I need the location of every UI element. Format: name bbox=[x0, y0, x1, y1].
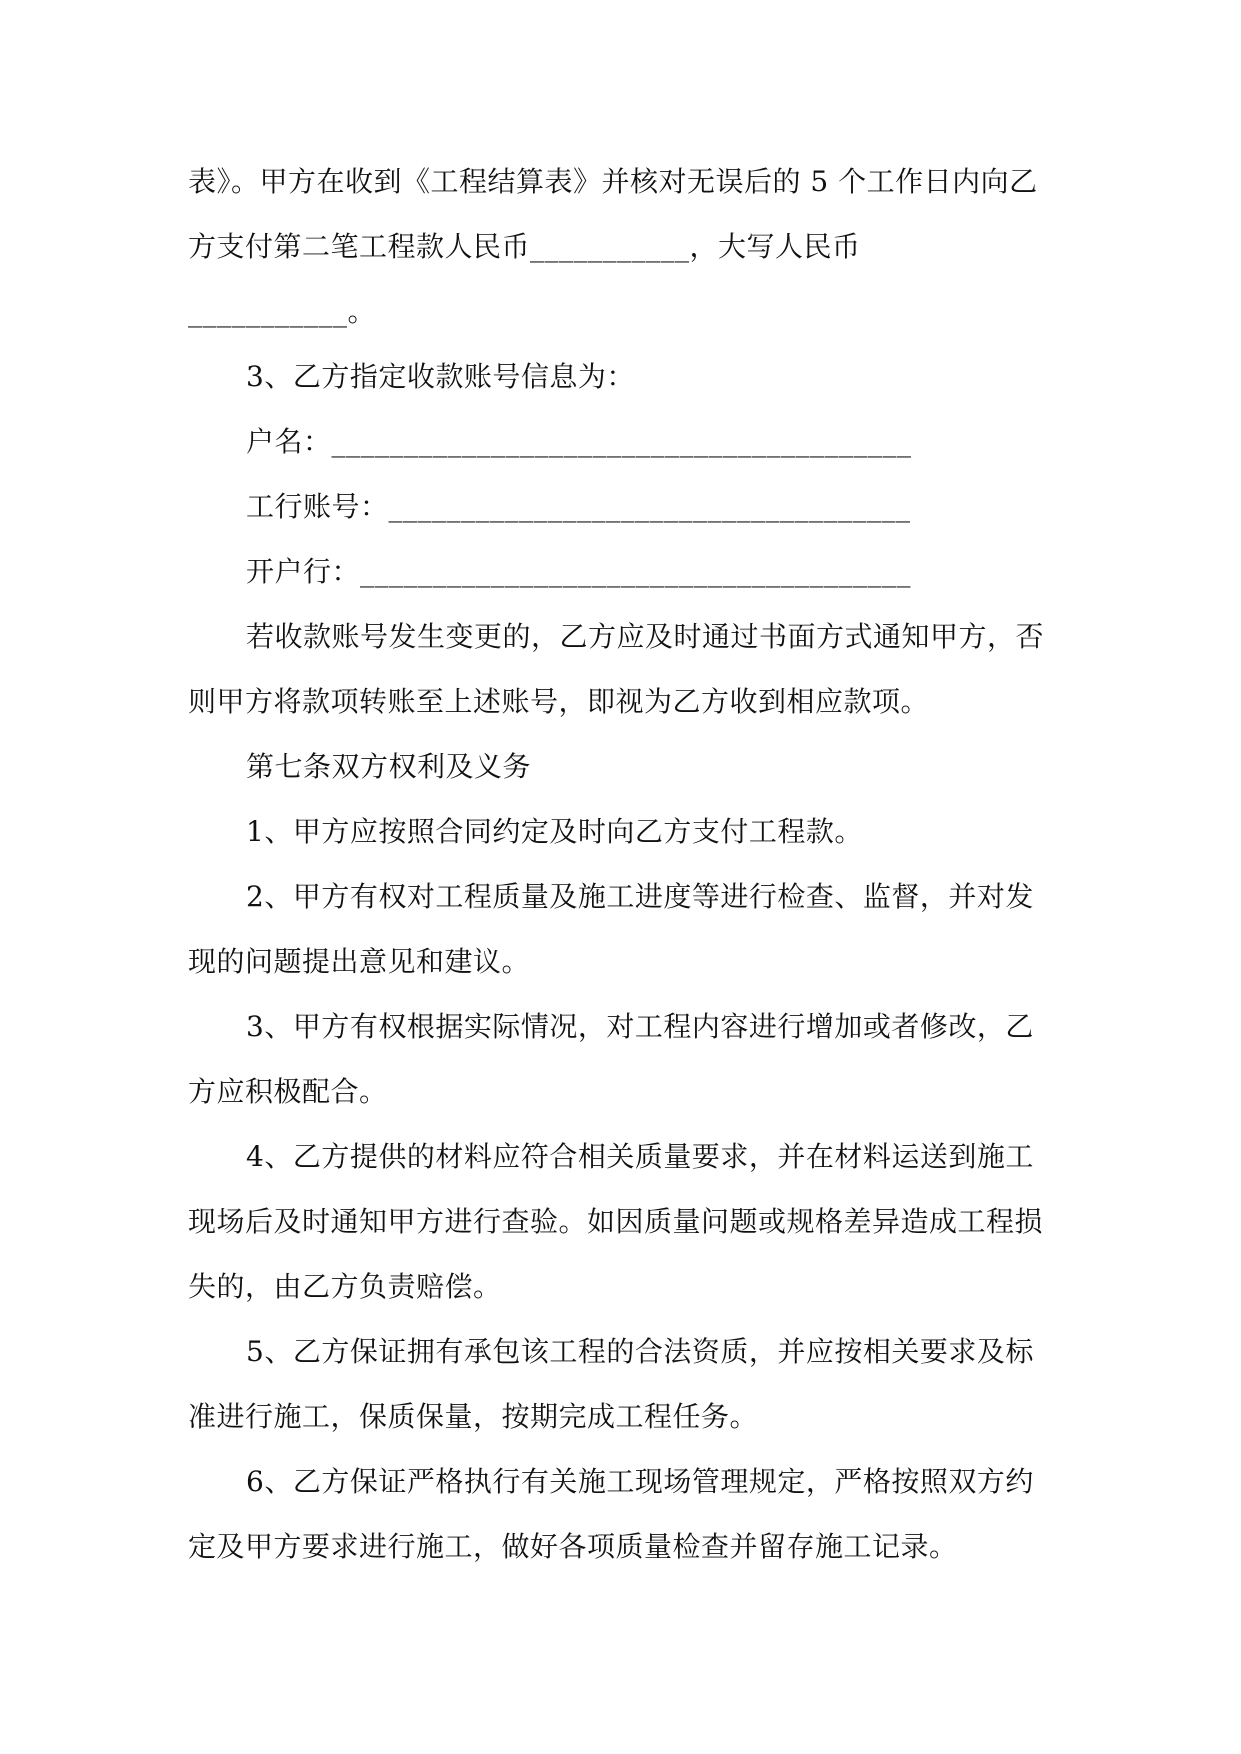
text-line: 表》。甲方在收到《工程结算表》并核对无误后的 5 个工作日内向乙 bbox=[188, 165, 1038, 198]
text-line: 若收款账号发生变更的，乙方应及时通过书面方式通知甲方，否 bbox=[246, 620, 1045, 653]
text-line: 方支付第二笔工程款人民币___________，大写人民币 bbox=[188, 230, 861, 263]
text-line: 失的，由乙方负责赔偿。 bbox=[188, 1270, 502, 1303]
text-line: 3、甲方有权根据实际情况，对工程内容进行增加或者修改，乙 bbox=[246, 1010, 1034, 1043]
text-line: 1、甲方应按照合同约定及时向乙方支付工程款。 bbox=[246, 815, 863, 848]
text-line: 工行账号：____________________________________ bbox=[246, 490, 911, 523]
text-line: 6、乙方保证严格执行有关施工现场管理规定，严格按照双方约 bbox=[246, 1465, 1034, 1498]
text-line: 则甲方将款项转账至上述账号，即视为乙方收到相应款项。 bbox=[188, 685, 930, 718]
text-line: 户名：________________________________________ bbox=[246, 425, 912, 458]
text-line: 定及甲方要求进行施工，做好各项质量检查并留存施工记录。 bbox=[188, 1530, 958, 1563]
text-line: 4、乙方提供的材料应符合相关质量要求，并在材料运送到施工 bbox=[246, 1140, 1034, 1173]
text-line: 准进行施工，保质保量，按期完成工程任务。 bbox=[188, 1400, 759, 1433]
text-line: 第七条双方权利及义务 bbox=[246, 750, 532, 783]
text-line: 开户行：______________________________________ bbox=[246, 555, 912, 588]
text-line: 5、乙方保证拥有承包该工程的合法资质，并应按相关要求及标 bbox=[246, 1335, 1034, 1368]
text-line: 现的问题提出意见和建议。 bbox=[188, 945, 531, 978]
text-line: 2、甲方有权对工程质量及施工进度等进行检查、监督，并对发 bbox=[246, 880, 1034, 913]
text-line: 方应积极配合。 bbox=[188, 1075, 388, 1108]
text-line: 3、乙方指定收款账号信息为： bbox=[246, 360, 635, 393]
text-line: 现场后及时通知甲方进行查验。如因质量问题或规格差异造成工程损 bbox=[188, 1205, 1044, 1238]
text-line: ___________。 bbox=[188, 295, 377, 328]
